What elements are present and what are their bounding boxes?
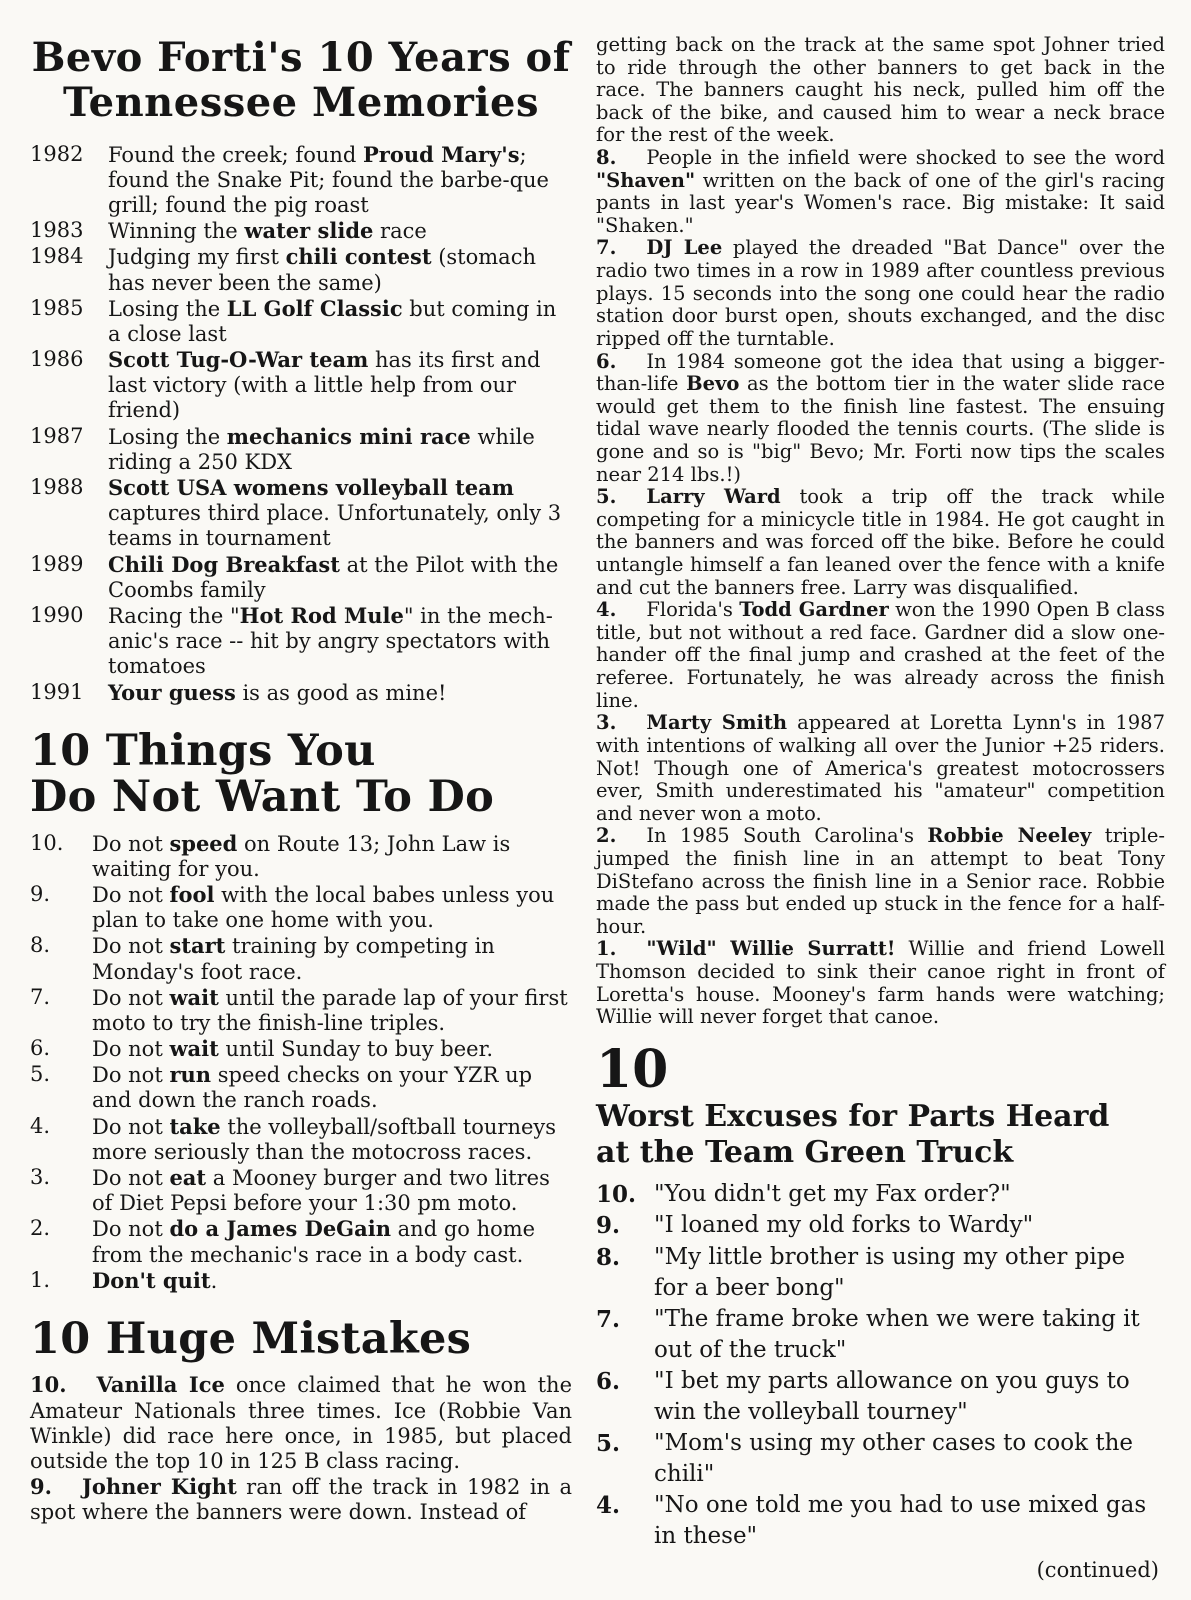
list-item-number: 1982: [30, 141, 84, 166]
list-item-number: 1987: [30, 423, 84, 448]
list-item-number: 1.: [30, 1267, 51, 1292]
list-item-number: 1988: [30, 475, 84, 500]
list-item: [596, 825, 1165, 938]
list-item-text: Chili Dog Breakfast at the Pilot with the Coombs family: [108, 551, 559, 602]
list-item-text: Do not eat a Mooney burger and two litres of Diet Pepsi before your 1:30 pm moto.: [92, 1165, 550, 1216]
excuses-heading: [596, 1099, 1165, 1171]
list-item-text: "Mom's using my other cases to cook the chili": [654, 1429, 1133, 1487]
list-item-text: In 1985 South Carolina's Robbie Neeley triple-jumped the finish line in an attempt to beat Tony DiStefano across the finish line in a Senior race. Robbie made the pass but ended up stuck in the fence for a half-hour.: [596, 824, 1165, 938]
list-item: [30, 1062, 572, 1113]
list-item-number: 6.: [596, 1367, 621, 1395]
list-item: [596, 486, 1165, 599]
list-item-number: 1989: [30, 551, 84, 576]
memories-title-line2: Tennessee Memories: [62, 78, 540, 126]
list-item-text: "You didn't get my Fax order?": [654, 1181, 1011, 1208]
list-item: [30, 1372, 572, 1474]
list-item-number: 6.: [596, 349, 617, 373]
list-item-number: 4.: [30, 1113, 51, 1138]
things-list: [30, 831, 572, 1294]
list-item-text: Losing the LL Golf Classic but coming in a close last: [108, 295, 557, 346]
list-item-text: Marty Smith appeared at Loretta Lynn's in 1987 with intentions of walking all over the Junior +25 riders. Not! Though one of America's greatest motocrossers ever, Smith underestimated his "amateur" competition and never won a moto.: [596, 711, 1165, 825]
list-item-text: Judging my first chili contest (stomach has never been the same): [108, 244, 536, 295]
list-item: [596, 599, 1165, 712]
list-item-number: 1991: [30, 679, 84, 704]
excuses-heading-line1: Worst Excuses for Parts Heard: [596, 1099, 1110, 1135]
list-item-text: Racing the "Hot Rod Mule" in the mech-anic's race -- hit by angry spectators with tomatoes: [108, 602, 553, 679]
list-item-number: 6.: [30, 1036, 51, 1061]
list-item-number: 4.: [596, 1491, 621, 1519]
list-item-number: 7.: [30, 984, 51, 1009]
list-item-text: "The frame broke when we were taking it out of the truck": [654, 1305, 1140, 1363]
list-item-number: 7.: [596, 1305, 621, 1333]
list-item: [30, 985, 572, 1036]
list-item-text: "My little brother is using my other pipe for a beer bong": [654, 1243, 1126, 1301]
list-item: [596, 712, 1165, 825]
list-item: [30, 1114, 572, 1165]
list-item-number: 4.: [596, 598, 617, 622]
list-item-number: 1984: [30, 244, 84, 269]
list-item: [596, 1242, 1165, 1304]
right-column: [596, 34, 1165, 1600]
list-item: [30, 475, 572, 552]
list-item-number: 5.: [596, 485, 617, 509]
list-item: [596, 1428, 1165, 1490]
list-item-text: In 1984 someone got the idea that using a bigger-than-life Bevo as the bottom tier in the water slide race would get them to the finish line fastest. The ensuing tidal wave nearly flooded the tennis courts. (The slide is gone and so is "big" Bevo; Mr. Forti now tips the scales near 214 lbs.!): [596, 349, 1165, 486]
list-item-number: 1986: [30, 347, 84, 372]
list-item-number: 1985: [30, 295, 84, 320]
list-item-number: 5.: [596, 1429, 621, 1457]
list-item-text: Your guess is as good as mine!: [108, 679, 447, 705]
list-item: [596, 1210, 1165, 1241]
list-item-text: "Wild" Willie Surratt! Willie and friend Lowell Thomson decided to sink their canoe right in front of Loretta's house. Mooney's farm hands were watching; Willie will never forget that canoe.: [596, 937, 1165, 1029]
left-column: [30, 34, 572, 1600]
list-item: [30, 1474, 572, 1525]
list-item-number: 3.: [30, 1165, 51, 1190]
excuses-heading-line2: at the Team Green Truck: [596, 1135, 1014, 1171]
memories-list: [30, 142, 572, 706]
list-item: [596, 1304, 1165, 1366]
mistakes-continuation: getting back on the track at the same spot Johner tried to ride through the other banners to get back in the race. The banners caught his neck, pulled him off the back of the bike, and caused him to wear a neck brace for the rest of the week.: [596, 33, 1165, 147]
things-heading-line2: Do Not Want To Do: [30, 772, 495, 823]
list-item: [30, 244, 572, 295]
list-item: [596, 147, 1165, 237]
list-item-text: Larry Ward took a trip off the track while competing for a minicycle title in 1984. He got caught in the banners and was forced off the bike. Before he could untangle himself a fan leaned over the fence with a knife and cut the banners free. Larry was disqualified.: [596, 485, 1165, 599]
continued-note: (continued): [1036, 1557, 1159, 1582]
list-item: [30, 933, 572, 984]
list-item-number: 8.: [30, 933, 51, 958]
list-item-number: 10.: [596, 1181, 637, 1209]
list-item-text: Do not run speed checks on your YZR up and down the ranch roads.: [92, 1062, 533, 1113]
list-item: [30, 347, 572, 424]
list-item-number: 1.: [596, 937, 617, 961]
list-item-number: 8.: [596, 1243, 621, 1271]
list-item: [596, 938, 1165, 1028]
things-heading: [30, 725, 572, 823]
list-item: [30, 296, 572, 347]
list-item-text: Do not speed on Route 13; John Law is waiting for you.: [92, 830, 511, 881]
list-item-number: 9.: [30, 881, 51, 906]
list-item-text: DJ Lee played the dreaded "Bat Dance" over the radio two times in a row in 1989 after countless previous plays. 15 seconds into the song one could hear the radio station door burst open, shouts exchanged, and the disc ripped off the turntable.: [596, 236, 1166, 350]
list-item-number: 7.: [596, 236, 617, 260]
excuses-number: 10: [596, 1038, 669, 1100]
list-item-text: Do not wait until Sunday to buy beer.: [92, 1036, 493, 1062]
mistakes-list: [30, 1372, 572, 1525]
list-item-number: 9.: [30, 1474, 52, 1500]
excuses-list: [596, 1179, 1165, 1552]
list-item: [596, 1366, 1165, 1428]
list-item-text: "No one told me you had to use mixed gas in these": [654, 1491, 1147, 1549]
list-item-text: Don't quit.: [92, 1267, 218, 1293]
list-item-number: 10.: [30, 1372, 67, 1398]
mistakes-list-continued: [596, 147, 1165, 1029]
list-item: [30, 1165, 572, 1216]
list-item: [30, 218, 572, 244]
list-item: [30, 1268, 572, 1294]
list-item-text: "I bet my parts allowance on you guys to win the volleyball tourney": [654, 1367, 1130, 1425]
list-item-text: Johner Kight ran off the track in 1982 in a spot where the banners were down. Instead of: [30, 1474, 572, 1525]
list-item-number: 5.: [30, 1062, 51, 1087]
list-item-number: 8.: [596, 146, 617, 170]
list-item-number: 2.: [30, 1216, 51, 1241]
list-item-number: 10.: [30, 830, 64, 855]
list-item: [30, 142, 572, 219]
list-item: [596, 1490, 1165, 1552]
list-item-text: "I loaned my old forks to Wardy": [654, 1212, 1034, 1239]
mistakes-heading: 10 Huge Mistakes: [30, 1313, 472, 1364]
list-item-number: 2.: [596, 824, 617, 848]
list-item-text: People in the infield were shocked to see the word "Shaven" written on the back of one of the girl's racing pants in last year's Women's race. Big mistake: It said "Shaken.": [596, 146, 1165, 237]
list-item-number: 9.: [596, 1212, 621, 1240]
list-item-text: Found the creek; found Proud Mary's; found the Snake Pit; found the barbe-que grill; found the pig roast: [108, 141, 549, 217]
list-item-number: 1990: [30, 602, 84, 627]
list-item-text: Do not start training by competing in Monday's foot race.: [92, 933, 495, 984]
list-item: [30, 680, 572, 706]
list-item: [596, 237, 1165, 350]
list-item-text: Winning the water slide race: [108, 218, 427, 244]
memories-title-line1: Bevo Forti's 10 Years of: [31, 34, 571, 81]
list-item: [30, 882, 572, 933]
memories-title: [30, 36, 572, 126]
list-item-text: Florida's Todd Gardner won the 1990 Open B class title, but not without a red face. Gardner did a slow one-hander off the final jump and crashed at the feet of the referee. Fortunately, he was already across the finish line.: [596, 598, 1165, 712]
list-item-text: Do not do a James DeGain and go home from the mechanic's race in a body cast.: [92, 1216, 536, 1267]
list-item: [30, 1036, 572, 1062]
list-item: [30, 552, 572, 603]
list-item-text: Do not take the volleyball/softball tourneys more seriously than the motocross races.: [92, 1113, 557, 1164]
list-item-number: 1983: [30, 218, 84, 243]
list-item-text: Losing the mechanics mini race while riding a 250 KDX: [108, 423, 535, 474]
list-item: [30, 603, 572, 680]
list-item: [596, 1179, 1165, 1210]
list-item: [30, 1216, 572, 1267]
list-item: [30, 831, 572, 882]
list-item-text: Scott Tug-O-War team has its first and last victory (with a little help from our friend): [108, 347, 541, 423]
things-heading-line1: 10 Things You: [30, 725, 376, 776]
list-item: [596, 351, 1165, 487]
list-item-number: 3.: [596, 711, 617, 735]
list-item-text: Scott USA womens volleyball team captures third place. Unfortunately, only 3 teams in tournament: [108, 475, 562, 551]
list-item-text: Do not wait until the parade lap of your first moto to try the finish-line triples.: [92, 984, 568, 1035]
list-item: [30, 424, 572, 475]
list-item-text: Do not fool with the local babes unless you plan to take one home with you.: [92, 881, 555, 933]
list-item-text: Vanilla Ice once claimed that he won the Amateur Nationals three times. Ice (Robbie Van Winkle) did race here once, in 1985, but placed outside the top 10 in 125 B class racing.: [30, 1372, 572, 1473]
